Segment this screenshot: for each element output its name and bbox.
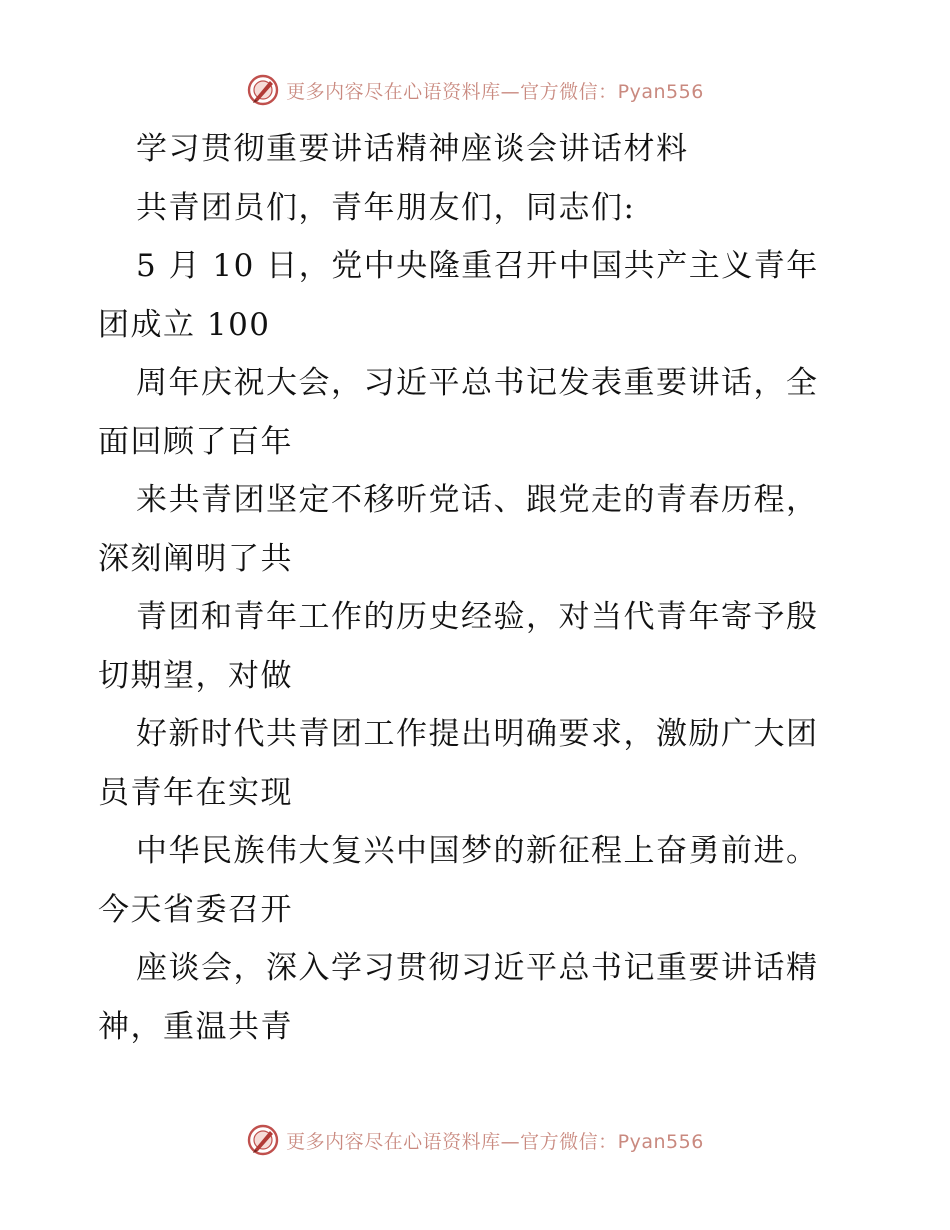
body-line: 中华民族伟大复兴中国梦的新征程上奋勇前进。 [136,833,819,869]
body-line: 来共青团坚定不移听党话、跟党走的青春历程， [136,482,819,518]
body-line: 5 月 10 日，党中央隆重召开中国共产主义青年 [136,248,819,284]
watermark-text: 更多内容尽在心语资料库—官方微信：Pyan556 [286,1130,704,1153]
body-line: 面回顾了百年 [98,423,293,460]
body-line: 深刻阐明了共 [98,540,293,577]
body-lines [98,237,858,1056]
greeting: 共青团员们，青年朋友们，同志们: [136,189,636,226]
footer-watermark [0,1120,950,1160]
pen-logo-icon [246,73,280,107]
body-line: 切期望，对做 [98,657,293,694]
body-line: 员青年在实现 [98,774,293,811]
document-title: 学习贯彻重要讲话精神座谈会讲话材料 [136,131,689,167]
body-line: 神，重温共青 [98,1008,293,1045]
watermark-text: 更多内容尽在心语资料库—官方微信：Pyan556 [286,80,704,103]
body-line: 座谈会，深入学习贯彻习近平总书记重要讲话精 [136,950,819,986]
header-watermark [0,70,950,110]
body-line: 好新时代共青团工作提出明确要求，激励广大团 [136,716,819,752]
body-line: 今天省委召开 [98,891,293,928]
body-line: 周年庆祝大会，习近平总书记发表重要讲话，全 [136,365,819,401]
body-line: 团成立 100 [98,306,271,343]
document-body [98,120,858,1056]
pen-logo-icon [246,1123,280,1157]
body-line: 青团和青年工作的历史经验，对当代青年寄予殷 [136,599,819,635]
